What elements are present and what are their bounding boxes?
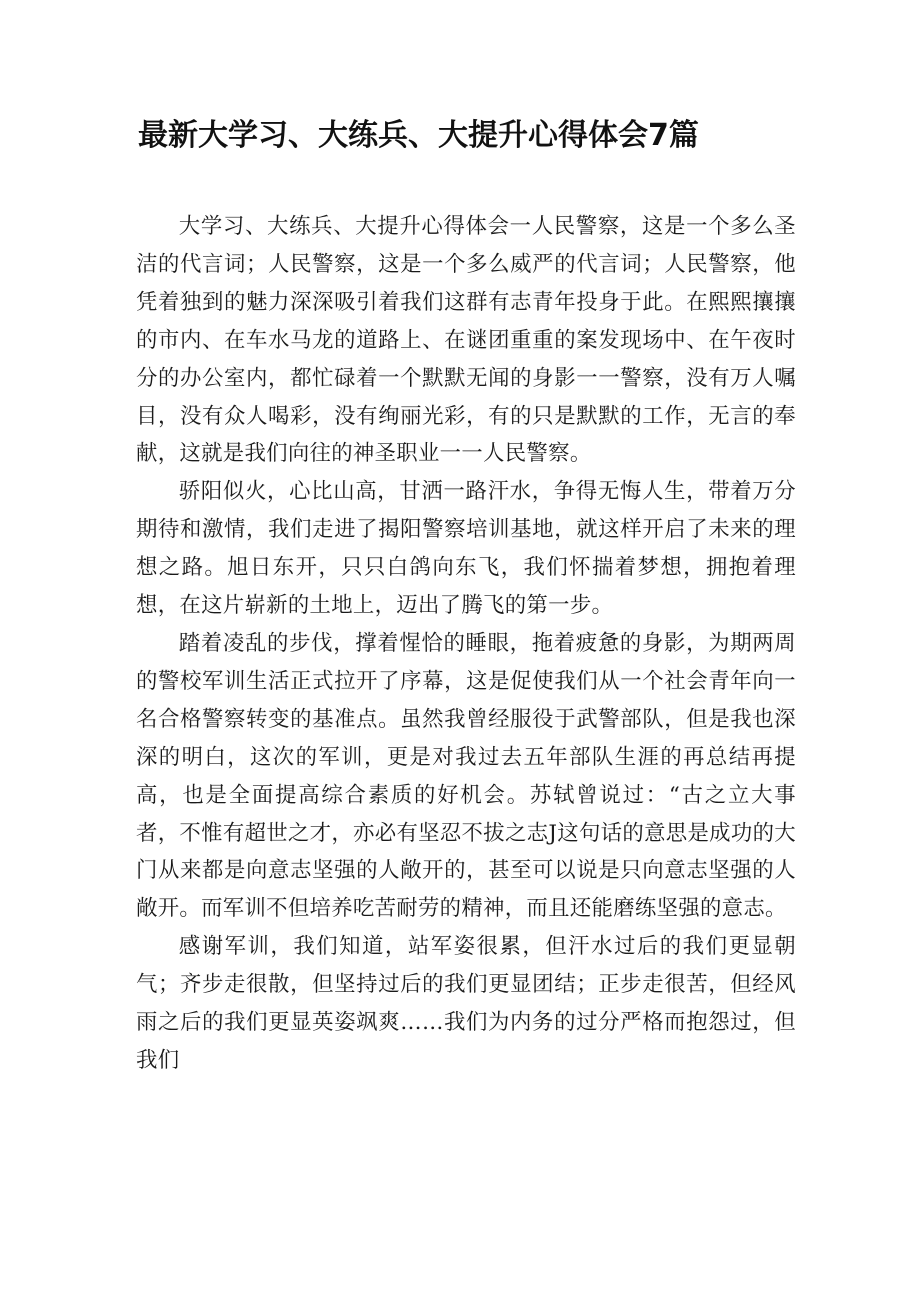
document-title: 最新大学习、大练兵、大提升心得体会7篇 (138, 118, 699, 153)
paragraph-3: 踏着凌乱的步伐，撑着惺恰的睡眼，拖着疲惫的身影，为期两周的警校军训生活正式拉开了序幕，这是促使我们从一个社会青年向一名合格警察转变的基准点。虽然我曾经服役于武警部队，但是我也深深的明白，这次的军训，更是对我过去五年部队生涯的再总结再提高，也是全面提高综合素质的好机会。苏轼曾说过：“古之立大事者，不惟有超世之才，亦必有坚忍不拔之志J这句话的意思是成功的大门从来都是向意志坚强的人敞开的，甚至可以说是只向意志坚强的人敞开。而军训不但培养吃苦耐劳的精神，而且还能磨练坚强的意志。 (136, 630, 796, 922)
paragraph-4: 感谢军训，我们知道，站军姿很累，但汗水过后的我们更显朝气；齐步走很散，但坚持过后的我们更显团结；正步走很苦，但经风雨之后的我们更显英姿飒爽……我们为内务的过分严格而抱怨过，但我们 (136, 934, 796, 1073)
paragraph-2: 骄阳似火，心比山高，甘洒一路汗水，争得无悔人生，带着万分期待和激情，我们走进了揭阳警察培训基地，就这样开启了未来的理想之路。旭日东开，只只白鸽向东飞，我们怀揣着梦想，拥抱着理想，在这片崭新的土地上，迈出了腾飞的第一步。 (136, 479, 796, 619)
document-body (136, 208, 796, 1080)
paragraph-1: 大学习、大练兵、大提升心得体会一人民警察，这是一个多么圣洁的代言词；人民警察，这是一个多么威严的代言词；人民警察，他凭着独到的魅力深深吸引着我们这群有志青年投身于此。在熙熙攘攘的市内、在车水马龙的道路上、在谜团重重的案发现场中、在午夜时分的办公室内，都忙碌着一个默默无闻的身影一一警察，没有万人嘱目，没有众人喝彩，没有绚丽光彩，有的只是默默的工作，无言的奉献，这就是我们向往的神圣职业一一人民警察。 (136, 214, 796, 467)
